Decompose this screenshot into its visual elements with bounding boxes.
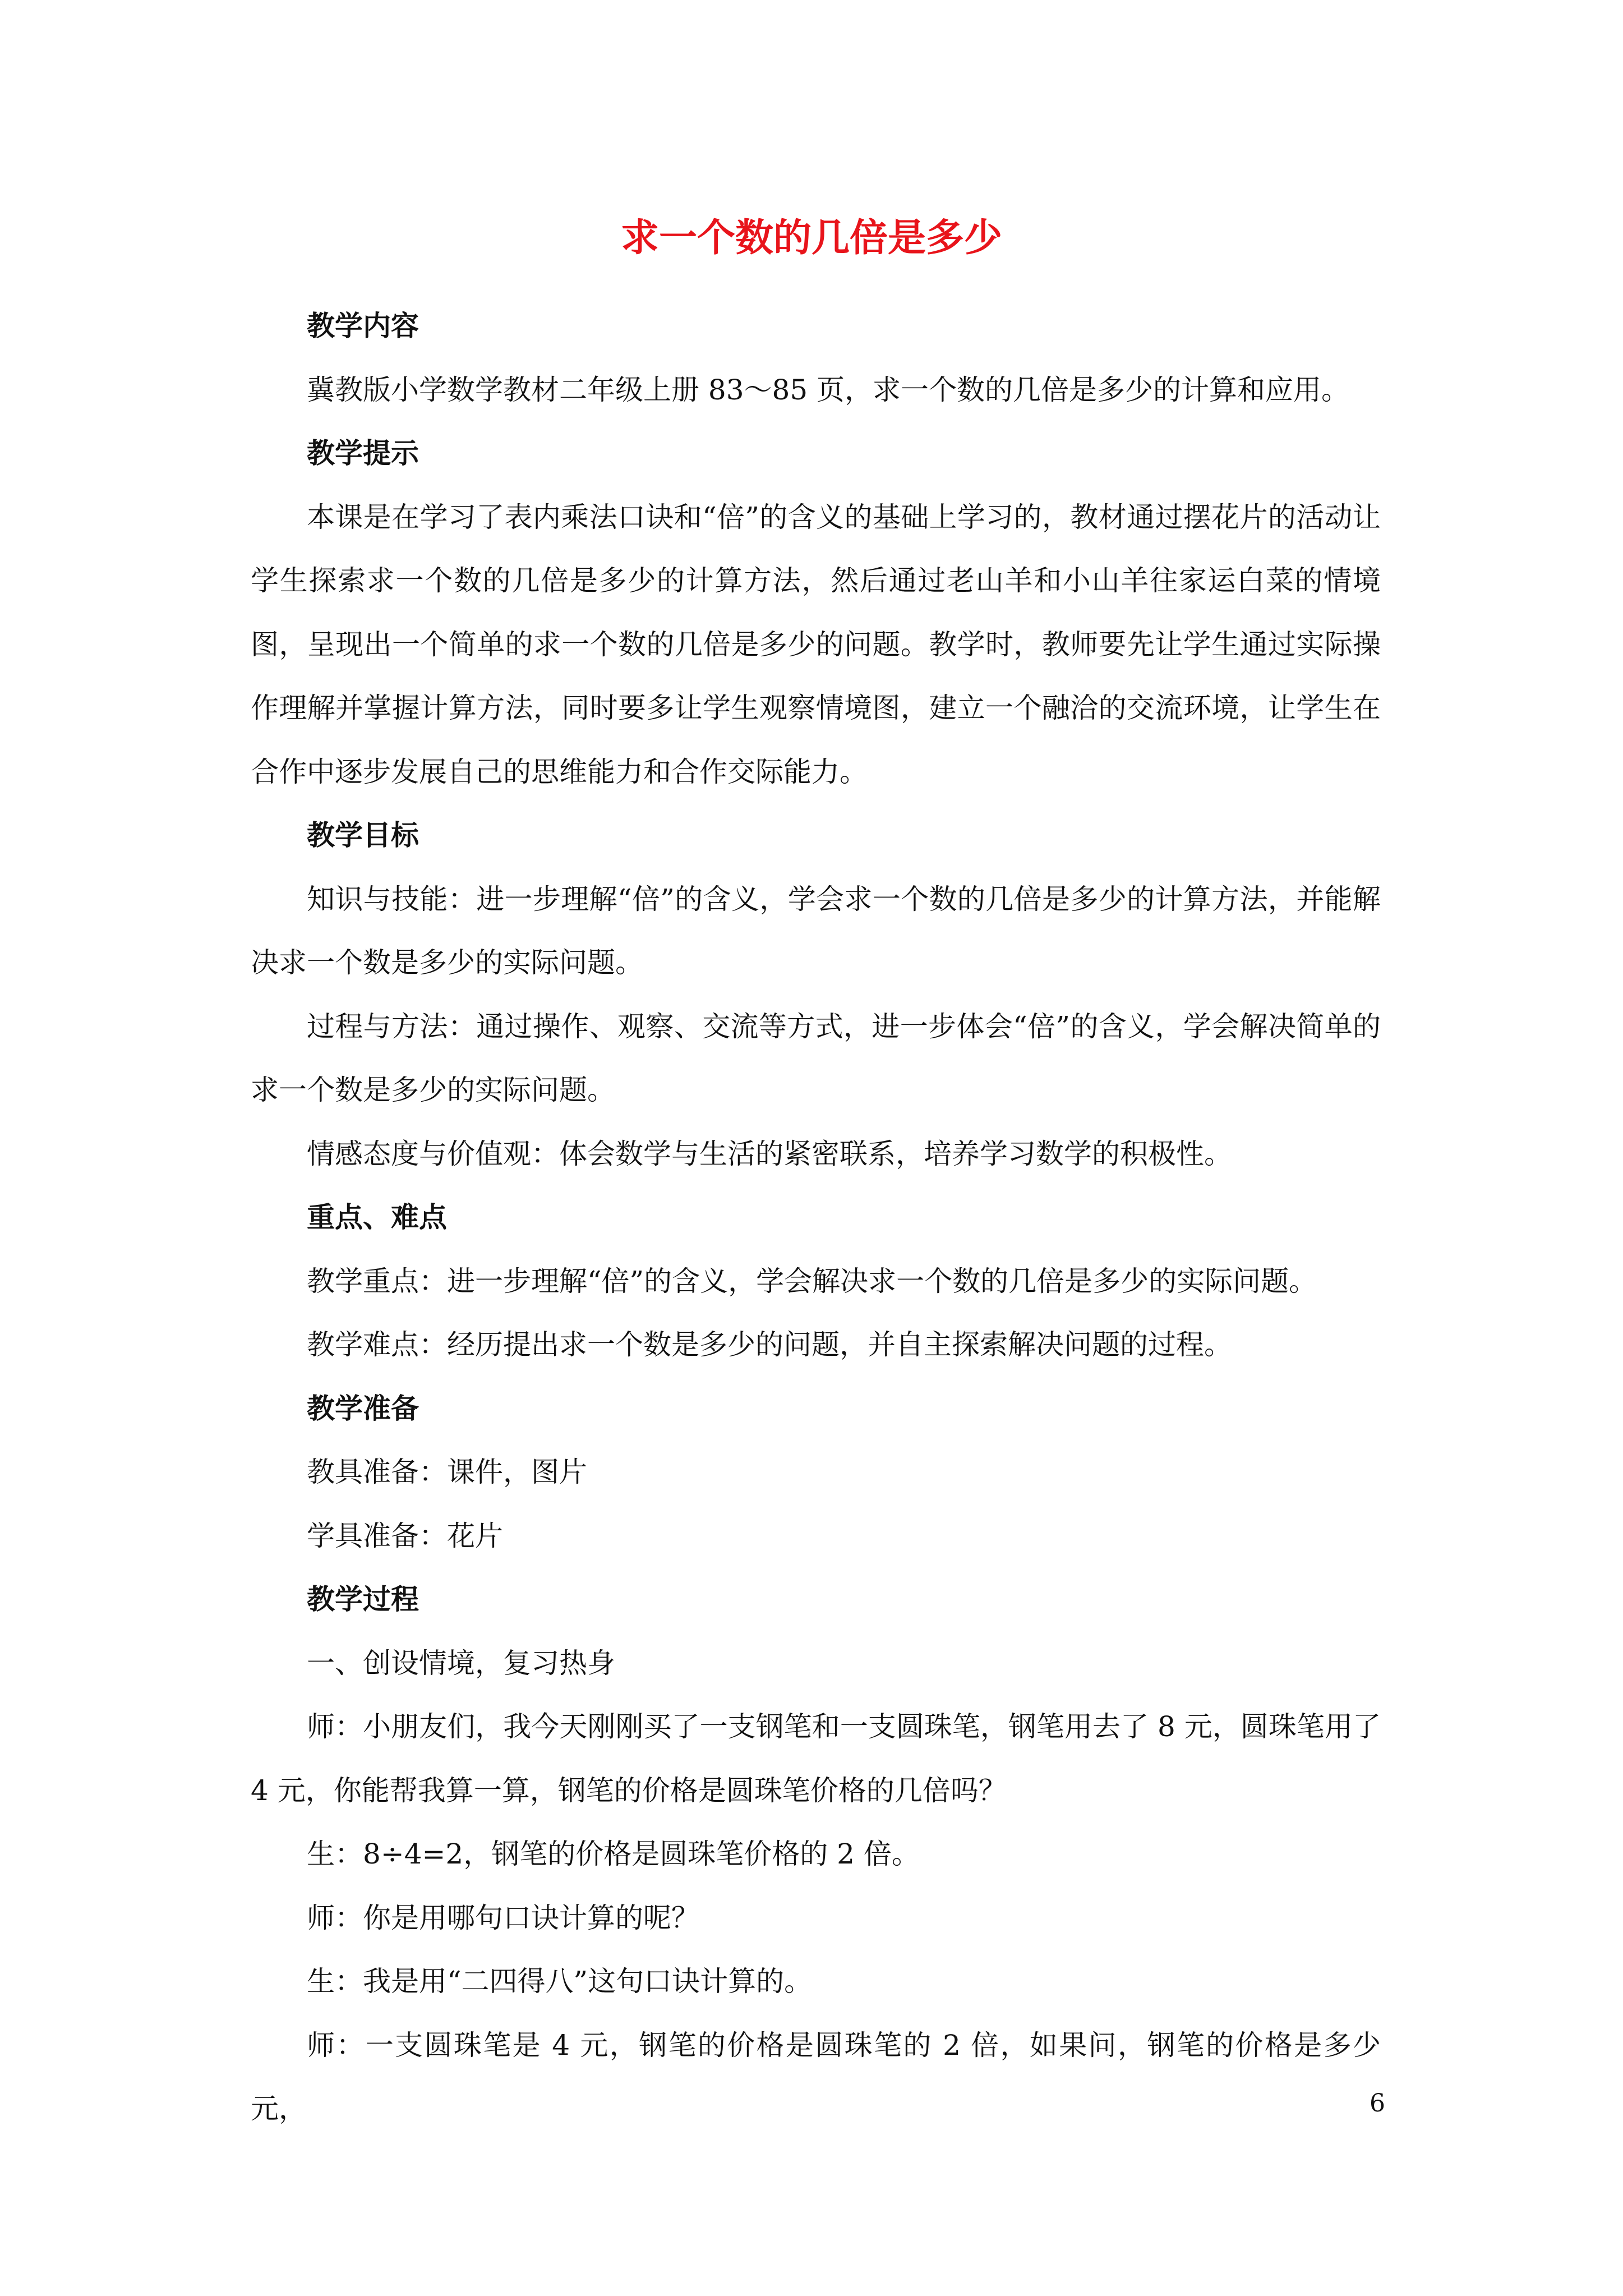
paragraph-goals-knowledge: 知识与技能：进一步理解“倍”的含义，学会求一个数的几倍是多少的计算方法，并能解决求一个数是多少的实际问题。 [251,882,1381,979]
paragraph-goals-process: 过程与方法：通过操作、观察、交流等方式，进一步体会“倍”的含义，学会解决简单的求一个数是多少的实际问题。 [251,1010,1381,1106]
paragraph-dialog-1: 师：小朋友们，我今天刚刚买了一支钢笔和一支圆珠笔，钢笔用去了 8 元，圆珠笔用了 4 元，你能帮我算一算，钢笔的价格是圆珠笔价格的几倍吗？ [251,1710,1381,1807]
section-heading-prep: 教学准备 [307,1392,419,1425]
paragraph-hints: 本课是在学习了表内乘法口诀和“倍”的含义的基础上学习的，教材通过摆花片的活动让学生探索求一个数的几倍是多少的计算方法，然后通过老山羊和小山羊往家运白菜的情境图，呈现出一个简单的求一个数的几倍是多少的问题。教学时，教师要先让学生通过实际操作理解并掌握计算方法，同时要多让学生观察情境图，建立一个融洽的交流环境，让学生在合作中逐步发展自己的思维能力和合作交际能力。 [251,500,1381,788]
section-heading-hints: 教学提示 [307,437,419,470]
section-heading-process: 教学过程 [307,1583,419,1616]
paragraph-content: 冀教版小学数学教材二年级上册 83～85 页，求一个数的几倍是多少的计算和应用。 [307,373,1350,406]
section-heading-keypoints: 重点、难点 [307,1201,447,1234]
paragraph-dialog-4: 生：我是用“二四得八”这句口诀计算的。 [307,1965,813,1998]
document-body [251,295,1381,2141]
paragraph-keypoint: 教学重点：进一步理解“倍”的含义，学会解决求一个数的几倍是多少的实际问题。 [307,1264,1317,1297]
section-heading-content: 教学内容 [307,310,419,342]
section-heading-goals: 教学目标 [307,819,419,852]
paragraph-dialog-2: 生：8÷4=2，钢笔的价格是圆珠笔价格的 2 倍。 [307,1838,920,1870]
paragraph-prep-teacher: 教具准备：课件，图片 [307,1456,587,1488]
paragraph-goals-emotion: 情感态度与价值观：体会数学与生活的紧密联系，培养学习数学的积极性。 [307,1137,1232,1170]
paragraph-difficulty: 教学难点：经历提出求一个数是多少的问题，并自主探索解决问题的过程。 [307,1328,1232,1361]
paragraph-process-step1: 一、创设情境，复习热身 [307,1646,615,1680]
paragraph-dialog-5: 师：一支圆珠笔是 4 元，钢笔的价格是圆珠笔的 2 倍，如果问，钢笔的价格是多少元， [251,2028,1381,2125]
document-title: 求一个数的几倍是多少 [620,216,1002,260]
paragraph-dialog-3: 师：你是用哪句口诀计算的呢？ [307,1901,699,1934]
page-number: 6 [1370,2089,1385,2118]
paragraph-prep-student: 学具准备：花片 [307,1519,503,1552]
